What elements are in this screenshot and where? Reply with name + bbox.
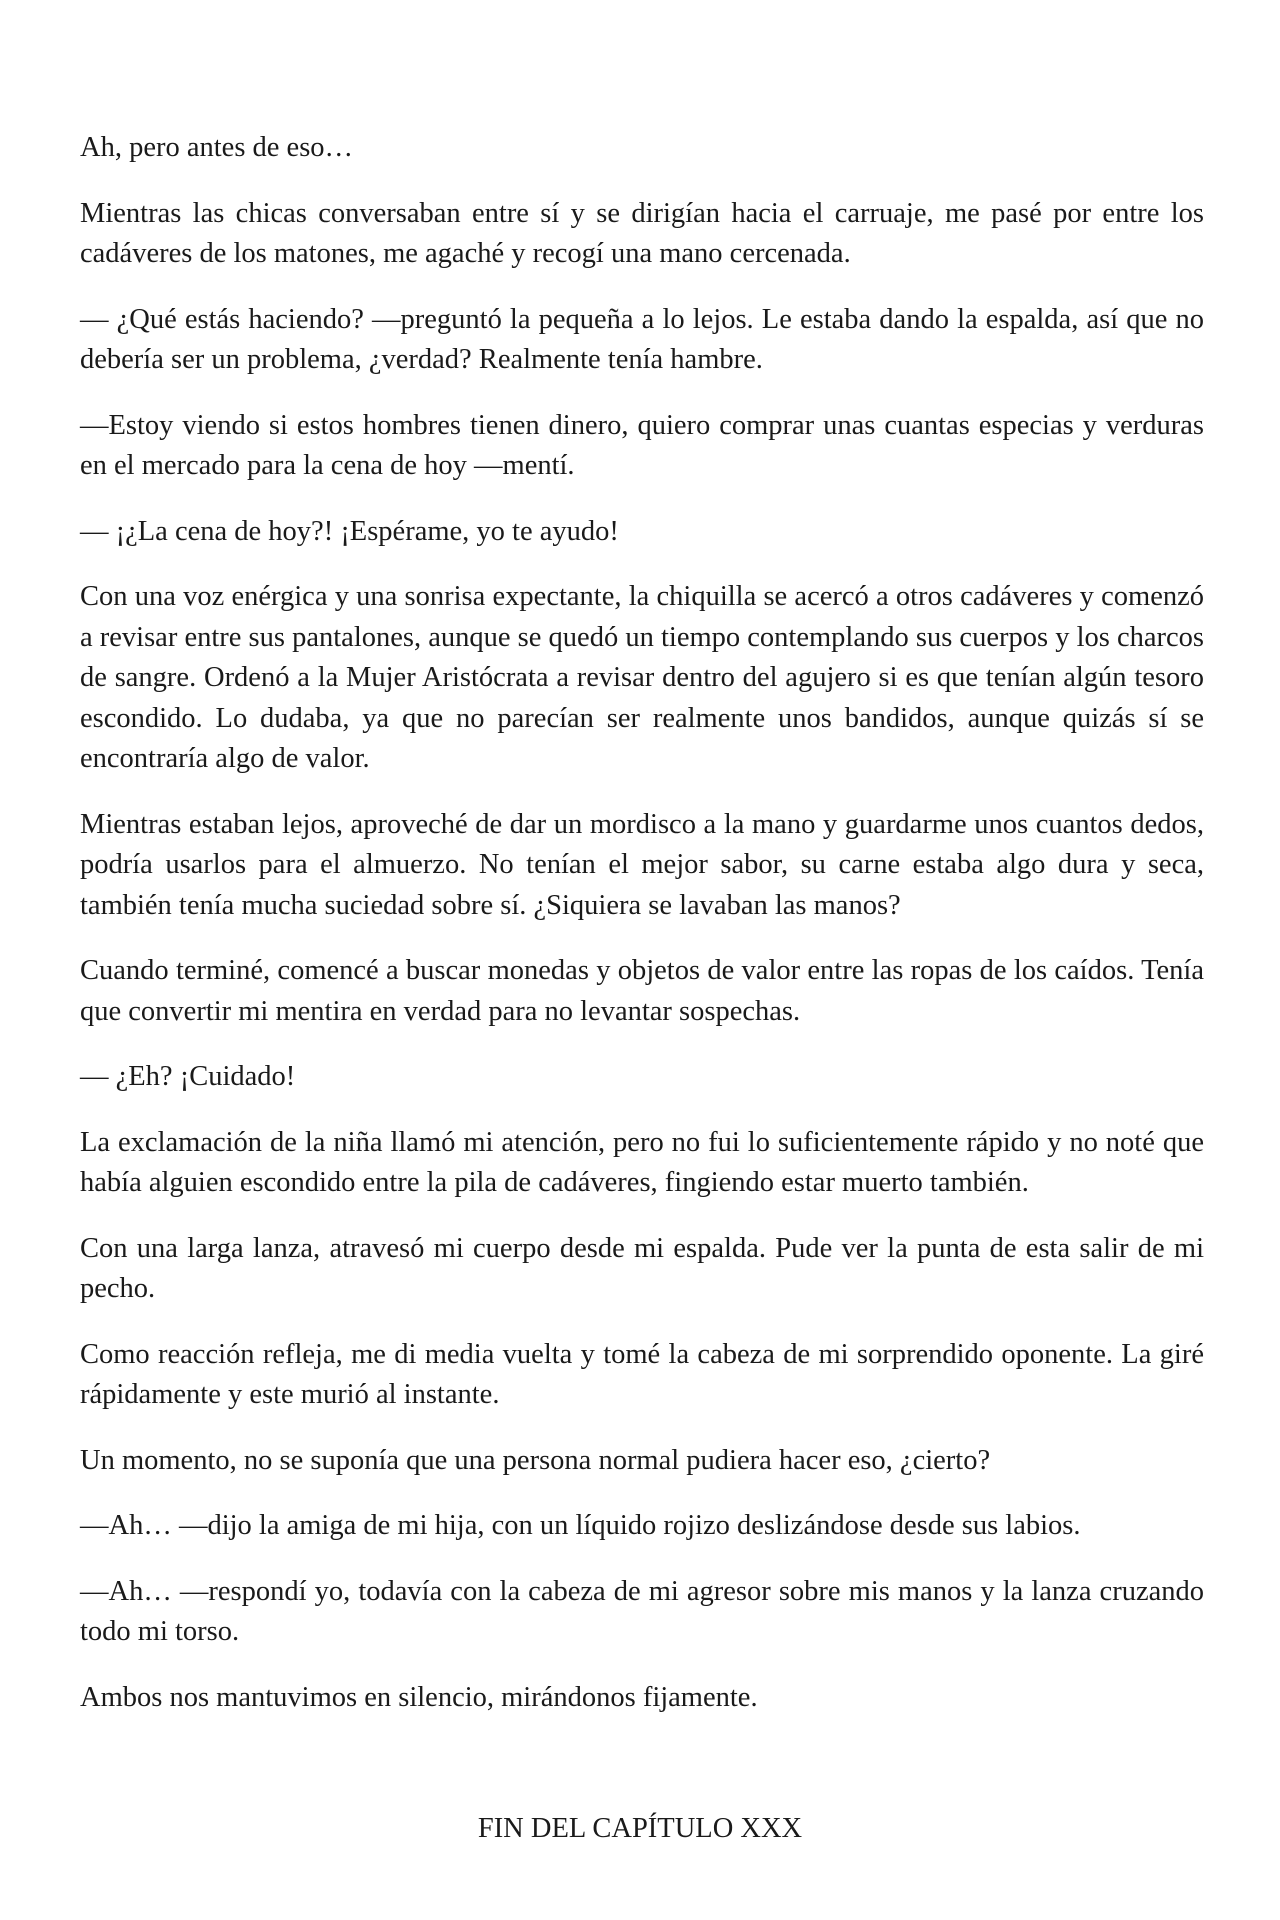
paragraph: Ambos nos mantuvimos en silencio, mirándonos fijamente.	[80, 1681, 758, 1713]
paragraph: Como reacción refleja, me di media vuelta y tomé la cabeza de mi sorprendido oponente. La giré rápidamente y este murió al instante.	[80, 1338, 1204, 1410]
paragraph: — ¡¿La cena de hoy?! ¡Espérame, yo te ayudo!	[80, 515, 619, 547]
paragraph: Cuando terminé, comencé a buscar monedas y objetos de valor entre las ropas de los caídos. Tenía que convertir mi mentira en verdad para no levantar sospechas.	[80, 955, 1204, 1027]
paragraph: Un momento, no se suponía que una persona normal pudiera hacer eso, ¿cierto?	[80, 1444, 991, 1476]
paragraph: — ¿Eh? ¡Cuidado!	[80, 1061, 296, 1092]
paragraph: —Ah… —respondí yo, todavía con la cabeza de mi agresor sobre mis manos y la lanza cruzando todo mi torso.	[80, 1575, 1204, 1647]
paragraph: —Estoy viendo si estos hombres tienen dinero, quiero comprar unas cuantas especias y verduras en el mercado para la cena de hoy —mentí.	[80, 409, 1204, 481]
paragraph: — ¿Qué estás haciendo? —preguntó la pequeña a lo lejos. Le estaba dando la espalda, así que no debería ser un problema, ¿verdad? Realmente tenía hambre.	[80, 303, 1204, 375]
paragraph: Mientras las chicas conversaban entre sí y se dirigían hacia el carruaje, me pasé por entre los cadáveres de los matones, me agaché y recogí una mano cercenada.	[80, 197, 1204, 269]
paragraph: Mientras estaban lejos, aproveché de dar un mordisco a la mano y guardarme unos cuantos dedos, podría usarlos para el almuerzo. No tenían el mejor sabor, su carne estaba algo dura y seca, también tenía mucha suciedad sobre sí. ¿Siquiera se lavaban las manos?	[80, 808, 1204, 921]
paragraph: —Ah… —dijo la amiga de mi hija, con un líquido rojizo deslizándose desde sus labios.	[80, 1510, 1081, 1541]
paragraph: Ah, pero antes de eso…	[80, 132, 354, 163]
chapter-end-heading: FIN DEL CAPÍTULO XXX	[477, 1813, 803, 1844]
paragraph: La exclamación de la niña llamó mi atención, pero no fui lo suficientemente rápido y no noté que había alguien escondido entre la pila de cadáveres, fingiendo estar muerto también.	[80, 1126, 1204, 1198]
paragraph: Con una voz enérgica y una sonrisa expectante, la chiquilla se acercó a otros cadáveres y comenzó a revisar entre sus pantalones, aunque se quedó un tiempo contemplando sus cuerpos y los charcos de sangre. Ordenó a la Mujer Aristócrata a revisar dentro del agujero si es que tenían algún tesoro escondido. Lo dudaba, ya que no parecían ser realmente unos bandidos, aunque quizás sí se encontraría algo de valor.	[80, 581, 1204, 774]
paragraph: Con una larga lanza, atravesó mi cuerpo desde mi espalda. Pude ver la punta de esta salir de mi pecho.	[80, 1232, 1204, 1304]
document-body	[80, 128, 1204, 1743]
